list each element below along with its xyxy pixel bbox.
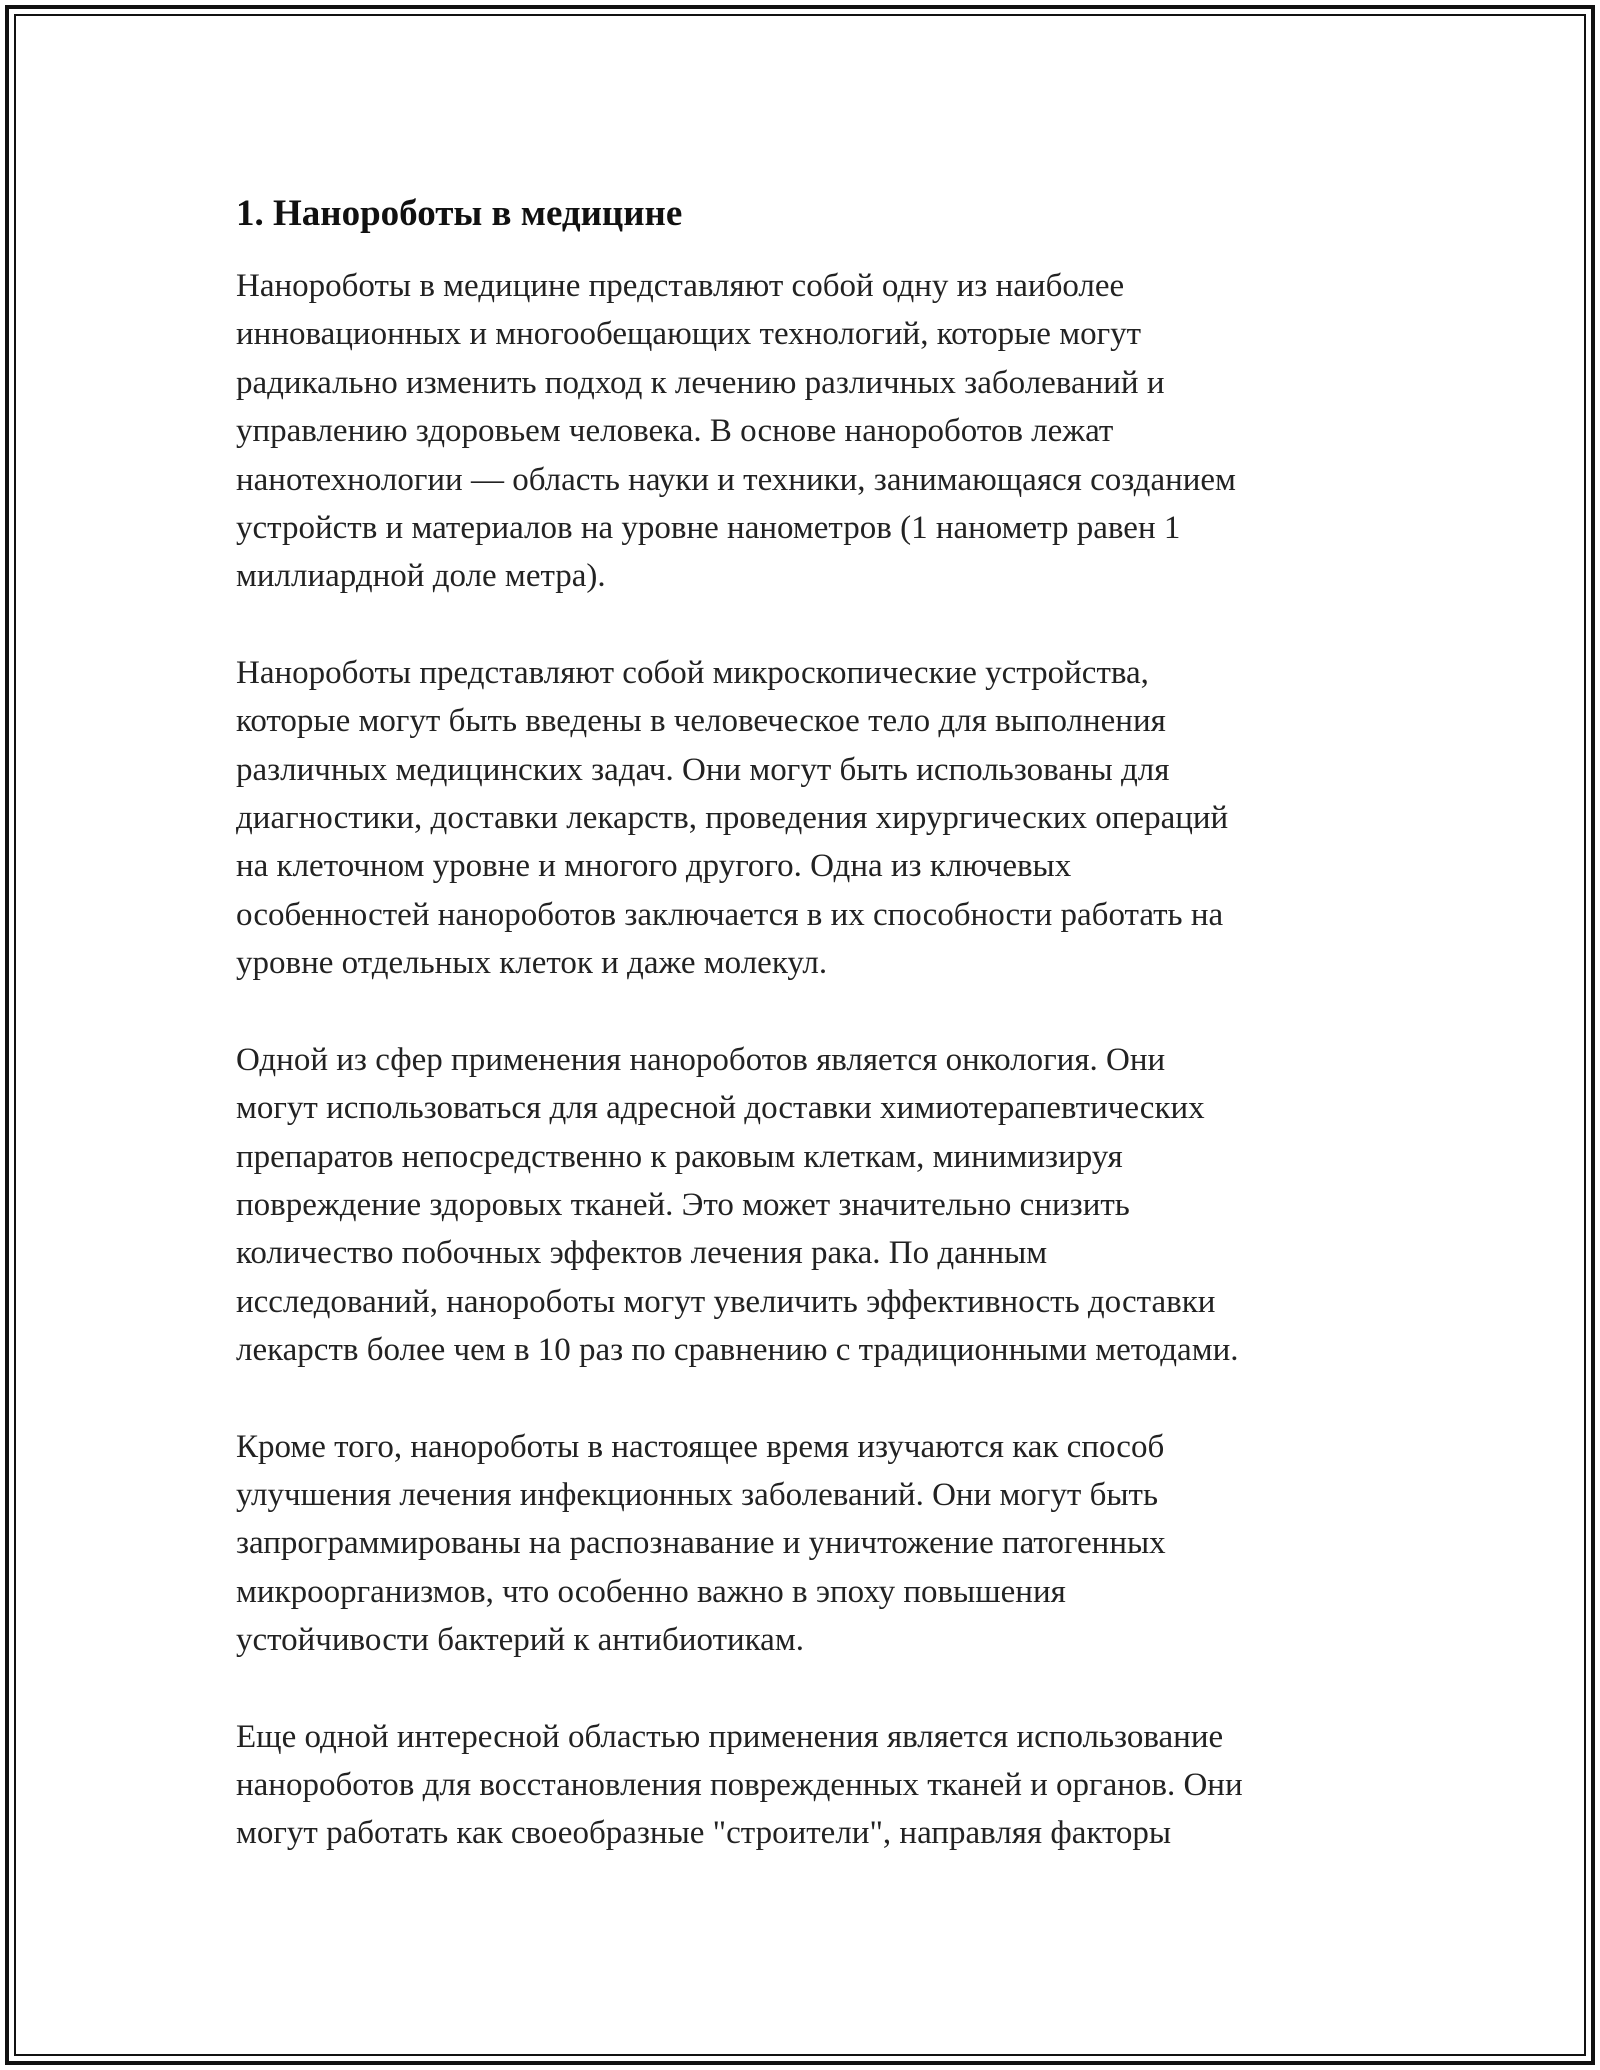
section-heading: 1. Нанороботы в медицине (236, 193, 683, 234)
paragraph-devices: Нанороботы представляют собой микроскопические устройства, которые могут быть введены в человеческое тело для выполнения различных медицинских задач. Они могут быть использованы для диагностики, доставки лекарств, проведения хирургических операций на клеточном уровне и многого другого. Одна из ключевых особенностей нанороботов заключается в их способности работать на уровне отдельных клеток и даже молекул. (236, 654, 1229, 982)
paragraph-intro: Нанороботы в медицине представляют собой одну из наиболее инновационных и многообещающих технологий, которые могут радикально изменить подход к лечению различных заболеваний и управлению здоровьем человека. В основе нанороботов лежат нанотехнологии — область науки и техники, занимающаяся созданием устройств и материалов на уровне нанометров (1 нанометр равен 1 миллиардной доле метра). (236, 268, 1236, 595)
paragraph-tissue-repair: Еще одной интересной областью применения является использование нанороботов для восстановления поврежденных тканей и органов. Они могут работать как своеобразные "строители", направляя факторы (236, 1718, 1243, 1852)
paragraph-infections: Кроме того, нанороботы в настоящее время изучаются как способ улучшения лечения инфекционных заболеваний. Они могут быть запрограммированы на распознавание и уничтожение патогенных микроорганизмов, что особенно важно в эпоху повышения устойчивости бактерий к антибиотикам. (236, 1428, 1166, 1659)
document-body (236, 190, 1366, 1906)
paragraph-oncology: Одной из сфер применения нанороботов является онкология. Они могут использоваться для адресной доставки химиотерапевтических препаратов непосредственно к раковым клеткам, минимизируя повреждение здоровых тканей. Это может значительно снизить количество побочных эффектов лечения рака. По данным исследований, нанороботы могут увеличить эффективность доставки лекарств более чем в 10 раз по сравнению с традиционными методами. (236, 1041, 1239, 1369)
